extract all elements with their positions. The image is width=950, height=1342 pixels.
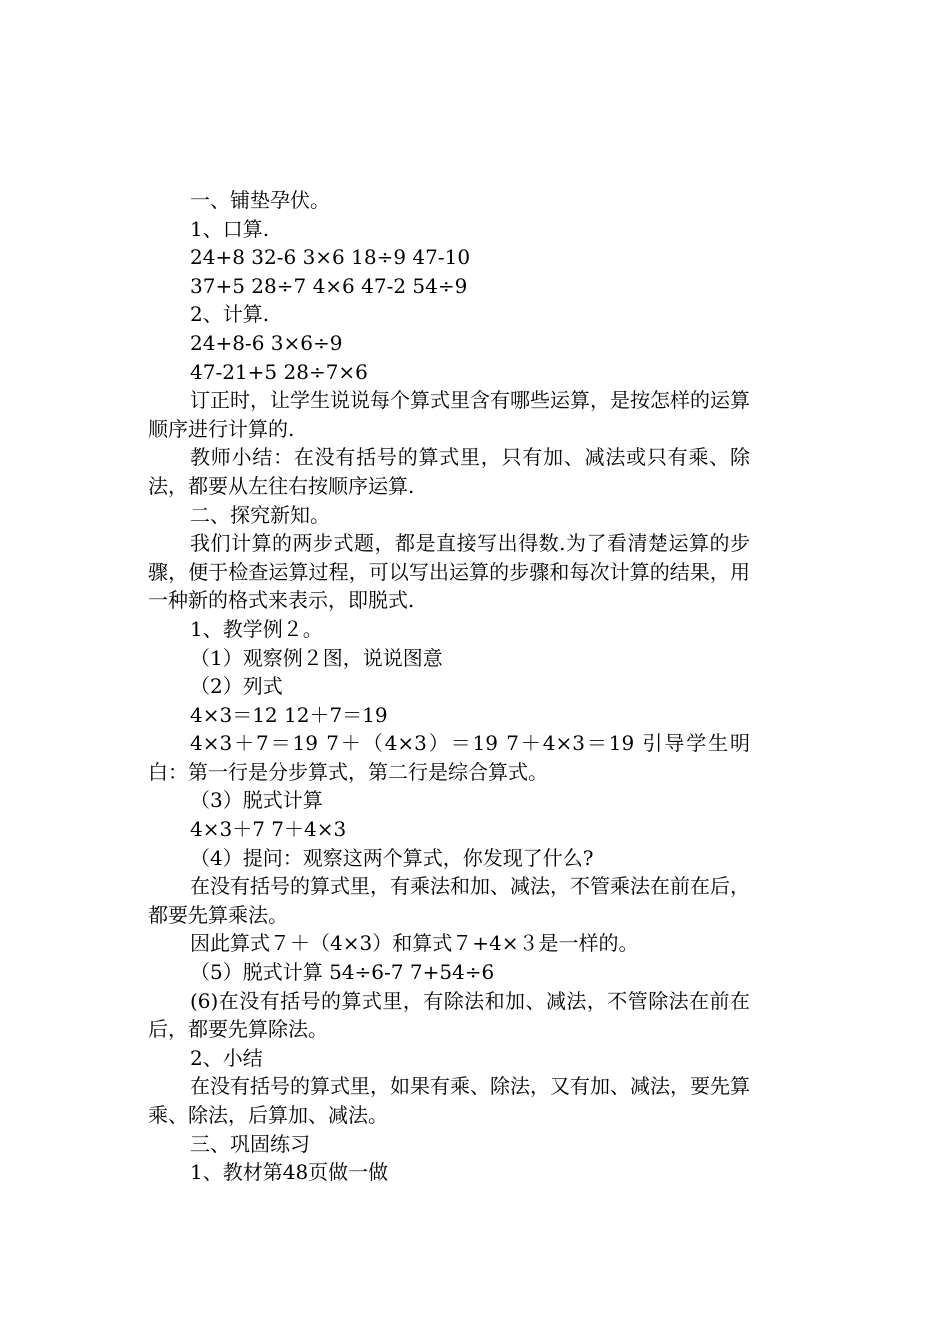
body-paragraph: (6)在没有括号的算式里，有除法和加、减法，不管除法在前在后，都要先算除法。 (148, 988, 750, 1042)
body-paragraph: 我们计算的两步式题，都是直接写出得数.为了看清楚运算的步骤，便于检查运算过程，可以写出运算的步骤和每次计算的结果，用一种新的格式来表示，即脱式. (148, 531, 750, 613)
body-paragraph: 教师小结：在没有括号的算式里，只有加、减法或只有乘、除法，都要从左往右按顺序运算. (148, 445, 750, 498)
document-page (148, 186, 750, 1187)
section-heading: 二、探究新知。 (190, 502, 330, 527)
math-line: 24+8 32-6 3×6 18÷9 47-10 (190, 245, 471, 270)
section-heading: 三、巩固练习 (190, 1131, 310, 1156)
body-paragraph: 在没有括号的算式里，有乘法和加、减法，不管乘法在前在后，都要先算乘法。 (148, 874, 750, 927)
body-paragraph: 订正时，让学生说说每个算式里含有哪些运算，是按怎样的运算顺序进行计算的. (148, 388, 750, 441)
list-item: （3）脱式计算 (190, 788, 323, 813)
subheading: 1、教材第48页做一做 (190, 1160, 389, 1185)
body-paragraph: 在没有括号的算式里，如果有乘、除法，又有加、减法，要先算乘、除法，后算加、减法。 (148, 1074, 750, 1127)
math-line: 37+5 28÷7 4×6 47-2 54÷9 (190, 273, 468, 298)
body-paragraph: 因此算式７＋（4×3）和算式７+4×３是一样的。 (190, 931, 639, 956)
math-line: 4×3＝12 12＋7＝19 (190, 702, 388, 727)
body-paragraph: 4×3＋7＝19 7＋（4×3）＝19 7＋4×3＝19 引导学生明白：第一行是分步算式，第二行是综合算式。 (148, 731, 750, 784)
subheading: 1、口算. (190, 216, 270, 241)
section-heading: 一、铺垫孕伏。 (190, 188, 330, 212)
subheading: 1、教学例２。 (190, 616, 323, 641)
math-line: 47-21+5 28÷7×6 (190, 359, 368, 384)
list-item: （2）列式 (190, 674, 283, 699)
list-item: （4）提问：观察这两个算式，你发现了什么? (190, 845, 594, 870)
list-item: （5）脱式计算 54÷6-7 7+54÷6 (190, 960, 495, 985)
math-line: 24+8-6 3×6÷9 (190, 330, 343, 355)
math-line: 4×3＋7 7＋4×3 (190, 817, 347, 842)
list-item: （1）观察例２图，说说图意 (190, 645, 443, 670)
subheading: 2、计算. (190, 302, 270, 327)
subheading: 2、小结 (190, 1045, 263, 1070)
